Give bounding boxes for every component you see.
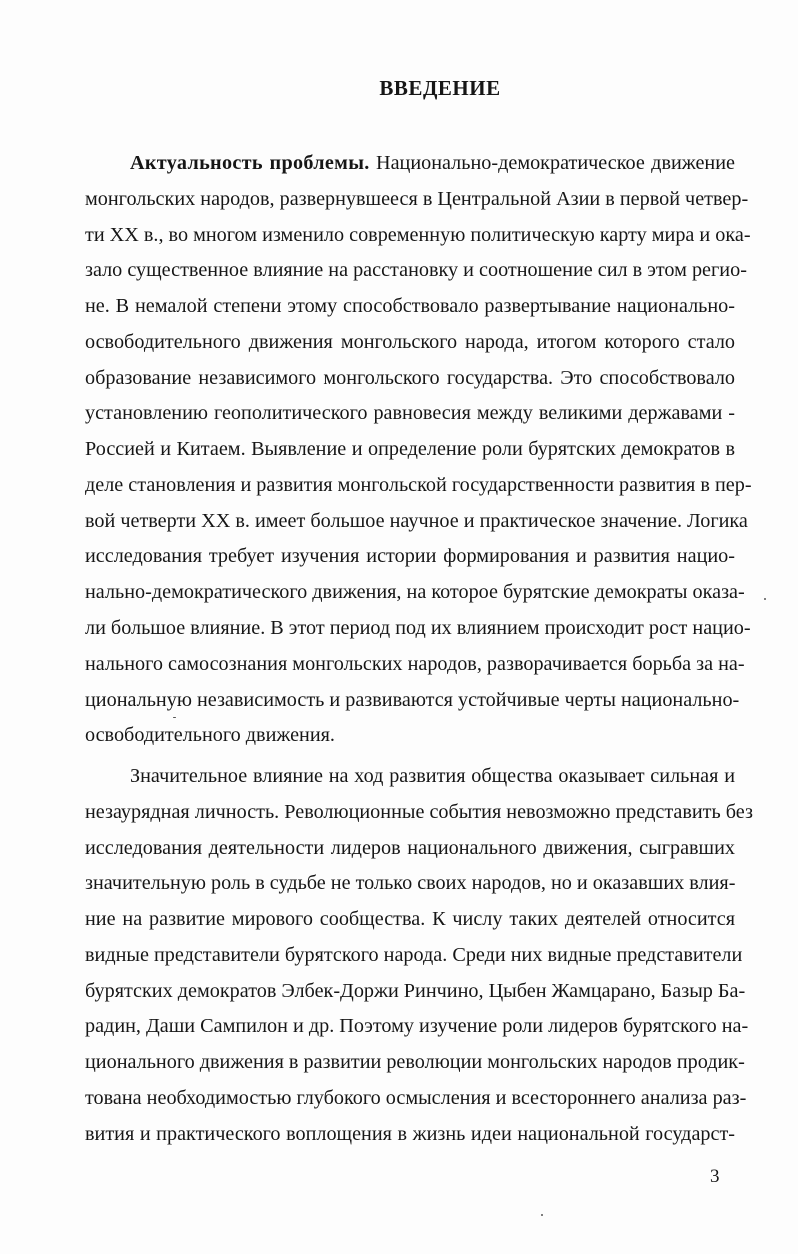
paragraph-2-line: тована необходимостью глубокого осмысления и всестороннего анализа раз- xyxy=(85,1087,747,1109)
paragraph-1-line: исследования требует изучения истории формирования и развития нацио- xyxy=(85,545,735,567)
paragraph-1-line: деле становления и развития монгольской государственности развития в пер- xyxy=(85,474,752,496)
paragraph-1-line: нально-демократического движения, на которое бурятские демократы оказа- xyxy=(85,581,745,603)
scan-speck xyxy=(173,717,176,718)
paragraph-1-line: освободительного движения монгольского народа, итогом которого стало xyxy=(85,331,735,353)
paragraph-1-line: Россией и Китаем. Выявление и определение роли бурятских демократов в xyxy=(85,438,735,460)
paragraph-2-line: вития и практического воплощения в жизнь идеи национальной государст- xyxy=(85,1123,735,1145)
page-title: ВВЕДЕНИЕ xyxy=(379,76,501,100)
paragraph-2-line: Значительное влияние на ход развития общества оказывает сильная и xyxy=(130,765,735,787)
paragraph-1-line: ли большое влияние. В этот период под их влиянием происходит рост нацио- xyxy=(85,617,751,639)
paragraph-1-line: установлению геополитического равновесия между великими державами - xyxy=(85,402,735,424)
paragraph-2-line: исследования деятельности лидеров национального движения, сыгравших xyxy=(85,837,735,859)
paragraph-1-line: вой четверти XX в. имеет большое научное и практическое значение. Логика xyxy=(85,510,748,532)
paragraph-1-line: монгольских народов, развернувшееся в Центральной Азии в первой четвер- xyxy=(85,188,749,210)
scan-speck xyxy=(764,598,766,600)
paragraph-1-line: освободительного движения. xyxy=(85,724,335,746)
paragraph-2-line: ние на развитие мирового сообщества. К числу таких деятелей относится xyxy=(85,908,735,930)
paragraph-2-line: бурятских демократов Элбек-Доржи Ринчино, Цыбен Жамцарано, Базыр Ба- xyxy=(85,980,746,1002)
paragraph-1-line: нального самосознания монгольских народов, разворачивается борьба за на- xyxy=(85,653,745,675)
paragraph-1-line: образование независимого монгольского государства. Это способствовало xyxy=(85,367,735,389)
paragraph-2-line: незаурядная личность. Революционные события невозможно представить без xyxy=(85,801,753,823)
paragraph-1-line-1 xyxy=(130,151,735,175)
paragraph-1-line: не. В немалой степени этому способствовало развертывание национально- xyxy=(85,295,735,317)
paragraph-1-line: циональную независимость и развиваются устойчивые черты национально- xyxy=(85,689,740,711)
paragraph-1-line: ти XX в., во многом изменило современную политическую карту мира и ока- xyxy=(85,224,751,246)
page-number: 3 xyxy=(710,1166,720,1187)
paragraph-2-line: радин, Даши Сампилон и др. Поэтому изучение роли лидеров бурятского на- xyxy=(85,1015,749,1037)
paragraph-2-line: значительную роль в судьбе не только своих народов, но и оказавших влия- xyxy=(85,872,736,894)
scan-speck xyxy=(541,1214,543,1216)
paragraph-lead: Актуальность проблемы. xyxy=(130,152,370,174)
paragraph-2-line: видные представители бурятского народа. Среди них видные представители xyxy=(85,944,743,966)
paragraph-1-line: зало существенное влияние на расстановку и соотношение сил в этом регио- xyxy=(85,259,747,281)
paragraph-1-line-1-text: Национально-демократическое движение xyxy=(376,152,736,174)
paragraph-2-line: ционального движения в развитии революции монгольских народов продик- xyxy=(85,1051,745,1073)
